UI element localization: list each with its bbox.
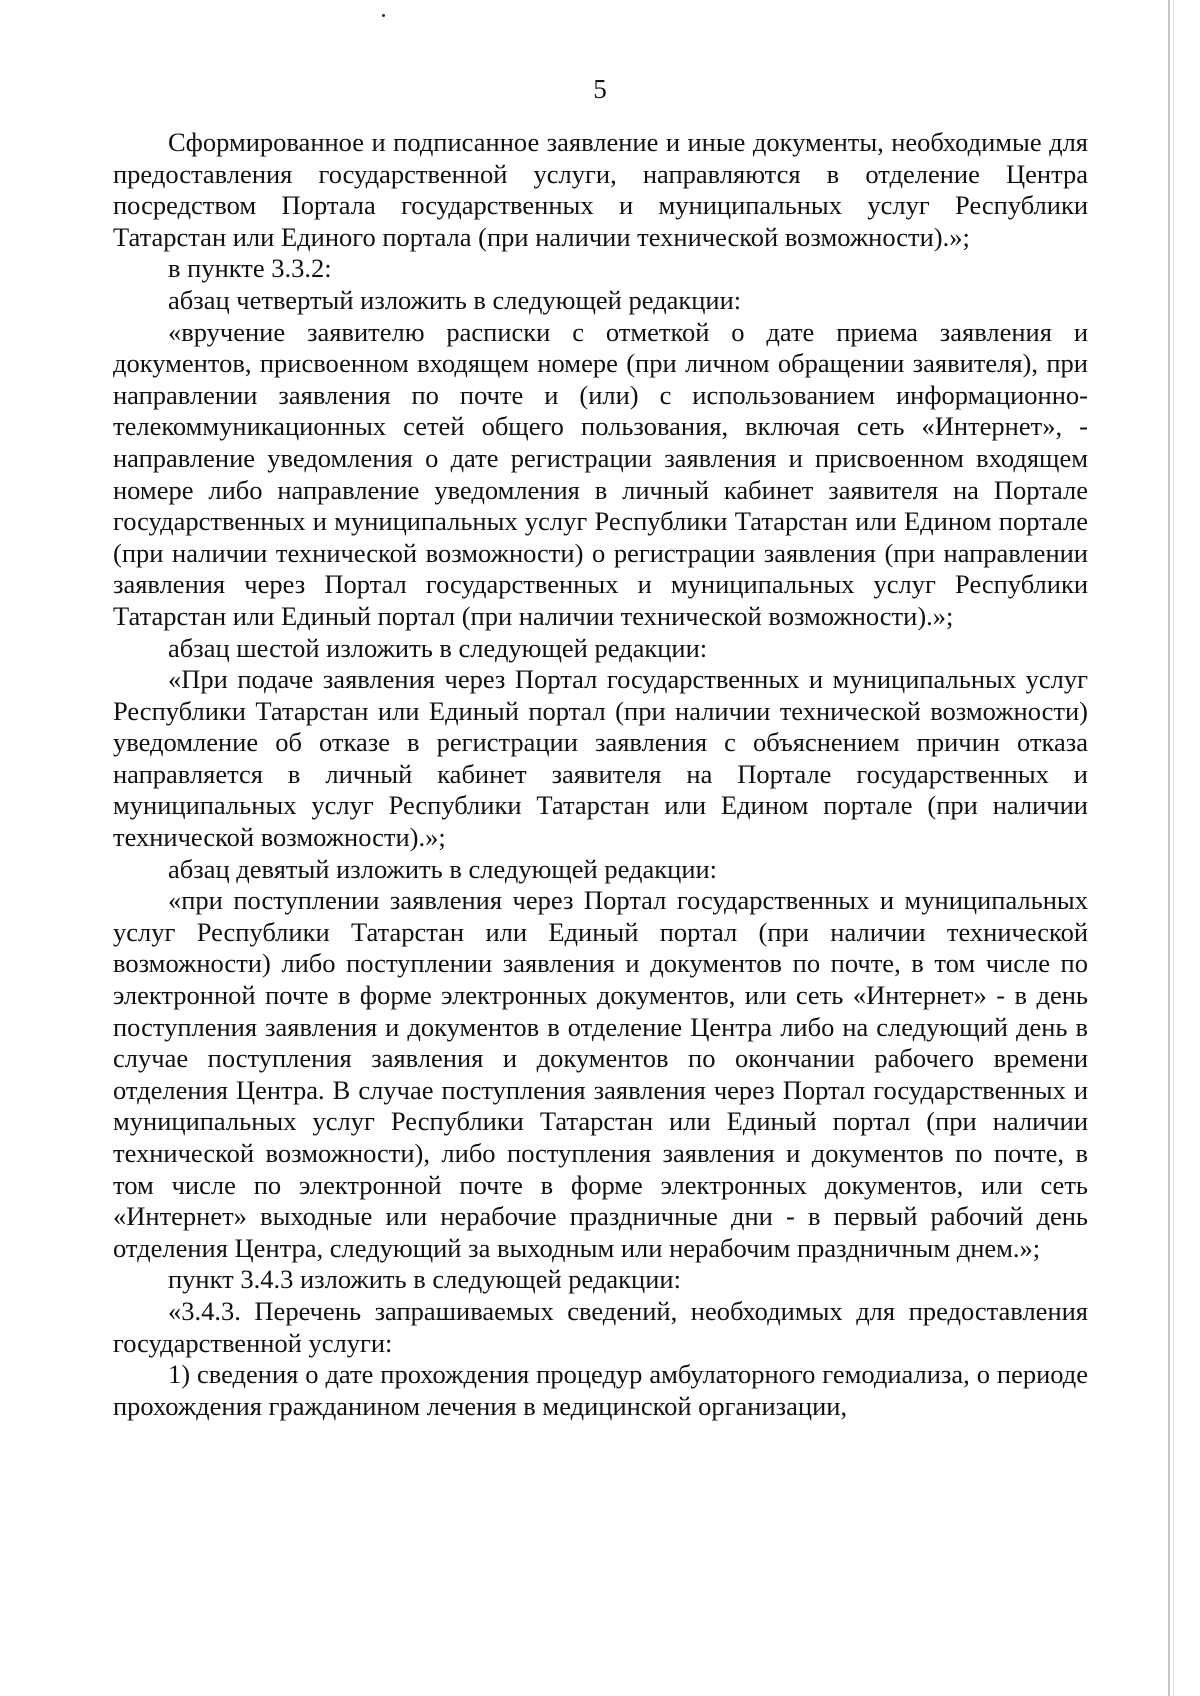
scan-edge-line (1168, 0, 1170, 1696)
paragraph: «При подаче заявления через Портал государственных и муниципальных услуг Республики Татарстан или Единый портал (при наличии технической возможности) уведомление об отказе в регистрации заявления с объяснением причин отказа направляется в личный кабинет заявителя на Портале государственных и муниципальных услуг Республики Татарстан или Едином портале (при наличии технической возможности).»; (113, 664, 1088, 853)
paragraph: 1) сведения о дате прохождения процедур амбулаторного гемодиализа, о периоде прохождения гражданином лечения в медицинской организации, (113, 1359, 1088, 1421)
scan-edge-line (1173, 0, 1174, 1696)
paragraph: пункт 3.4.3 изложить в следующей редакции: (168, 1264, 681, 1295)
document-body (113, 127, 1088, 1422)
paragraph: в пункте 3.3.2: (168, 253, 332, 284)
paragraph: абзац шестой изложить в следующей редакции: (168, 632, 708, 663)
scan-speck (382, 14, 385, 17)
paragraph: «при поступлении заявления через Портал государственных и муниципальных услуг Республики Татарстан или Единый портал (при наличии технической возможности) либо поступлении заявления и документов по почте, в том числе по электронной почте в форме электронных документов, или сеть «Интернет» - в день поступления заявления и документов в отделение Центра либо на следующий день в случае поступления заявления и документов по окончании рабочего времени отделения Центра. В случае поступления заявления через Портал государственных и муниципальных услуг Республики Татарстан или Единый портал (при наличии технической возможности), либо поступления заявления и документов по почте, в том числе по электронной почте в форме электронных документов, или сеть «Интернет» выходные или нерабочие праздничные дни - в первый рабочий день отделения Центра, следующий за выходным или нерабочим праздничным днем.»; (113, 885, 1088, 1263)
paragraph: «вручение заявителю расписки с отметкой о дате приема заявления и документов, присвоенном входящем номере (при личном обращении заявителя), при направлении заявления по почте и (или) с использованием информационно-телекоммуникационных сетей общего пользования, включая сеть «Интернет», - направление уведомления о дате регистрации заявления и присвоенном входящем номере либо направление уведомления в личный кабинет заявителя на Портале государственных и муниципальных услуг Республики Татарстан или Едином портале (при наличии технической возможности) о регистрации заявления (при направлении заявления через Портал государственных и муниципальных услуг Республики Татарстан или Единый портал (при наличии технической возможности).»; (113, 316, 1088, 631)
page-number: 5 (593, 74, 607, 104)
paragraph: абзац четвертый изложить в следующей редакции: (168, 284, 742, 315)
paragraph: Сформированное и подписанное заявление и иные документы, необходимые для предоставления государственной услуги, направляются в отделение Центра посредством Портала государственных и муниципальных услуг Республики Татарстан или Единого портала (при наличии технической возможности).»; (113, 127, 1088, 252)
paragraph: абзац девятый изложить в следующей редакции: (168, 853, 718, 884)
paragraph: «3.4.3. Перечень запрашиваемых сведений, необходимых для предоставления государственной услуги: (113, 1295, 1088, 1358)
